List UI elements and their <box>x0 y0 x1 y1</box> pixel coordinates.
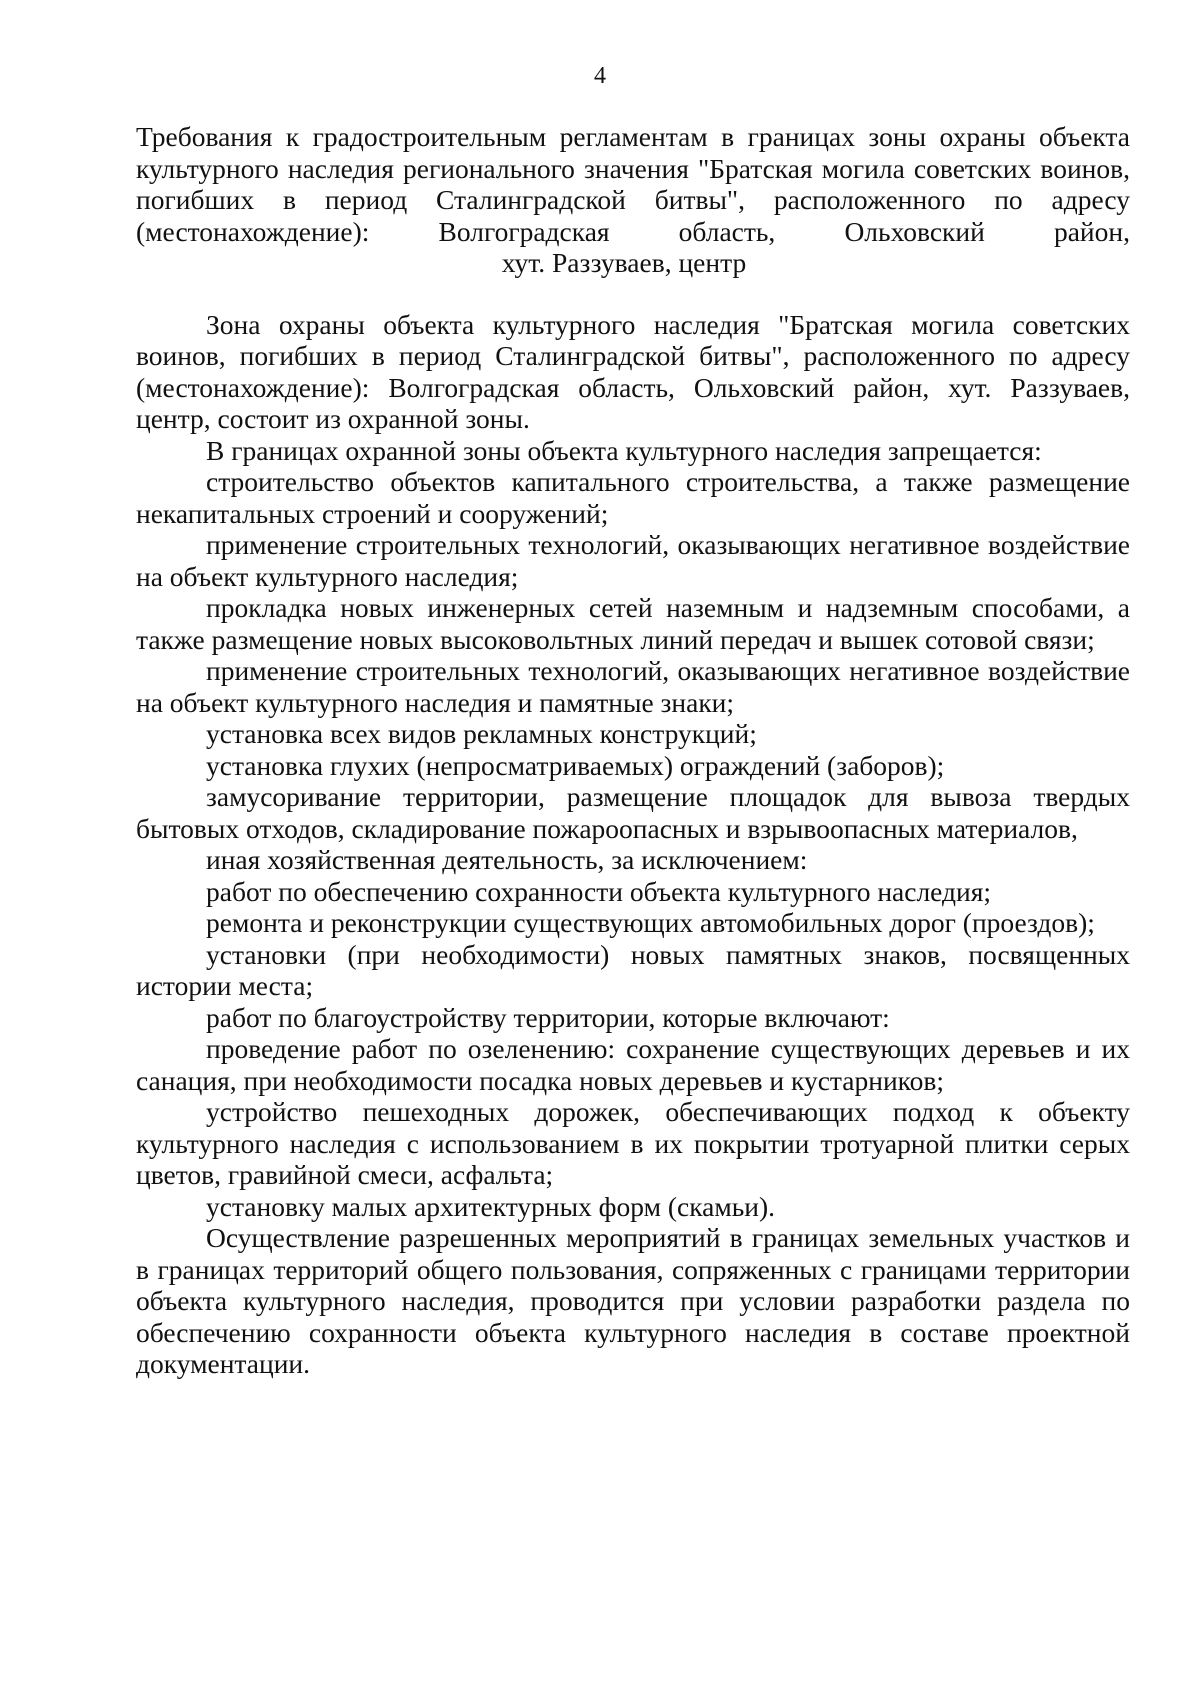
body-paragraph: применение строительных технологий, оказывающих негативное воздействие на объект культурного наследия и памятные знаки; <box>136 655 1130 718</box>
page-number: 4 <box>594 63 606 89</box>
document-body <box>136 309 1130 1380</box>
heading-line: (местонахождение): Волгоградская область, Ольховский район, <box>136 215 1130 247</box>
body-paragraph: прокладка новых инженерных сетей наземным и надземным способами, а также размещение новых высоковольтных линий передач и вышек сотовой связи; <box>136 592 1130 655</box>
body-paragraph: установку малых архитектурных форм (скамьи). <box>206 1190 776 1222</box>
document-content <box>136 121 1130 1380</box>
body-paragraph: В границах охранной зоны объекта культурного наследия запрещается: <box>206 434 1042 466</box>
body-paragraph: проведение работ по озеленению: сохранение существующих деревьев и их санация, при необходимости посадка новых деревьев и кустарников; <box>136 1033 1130 1096</box>
heading-line: погибших в период Сталинградской битвы", расположенного по адресу <box>136 184 1130 215</box>
heading-line: хут. Раззуваев, центр <box>501 247 747 278</box>
heading-line: Требования к градостроительным регламентам в границах зоны охраны объекта <box>136 121 1130 152</box>
document-heading <box>136 121 1130 279</box>
body-paragraph: установка всех видов рекламных конструкций; <box>206 718 757 749</box>
heading-line: культурного наследия регионального значения "Братская могила советских воинов, <box>136 152 1130 184</box>
body-paragraph: Зона охраны объекта культурного наследия "Братская могила советских воинов, погибших в период Сталинградской битвы", расположенного по адресу (местонахождение): Волгоградская область, Ольховский район, хут. Раззуваев, центр, состоит из охранной зоны. <box>136 308 1130 434</box>
body-paragraph: ремонта и реконструкции существующих автомобильных дорог (проездов); <box>206 907 1095 938</box>
body-paragraph: работ по обеспечению сохранности объекта культурного наследия; <box>206 875 992 907</box>
body-paragraph: иная хозяйственная деятельность, за исключением: <box>206 844 808 875</box>
body-paragraph: строительство объектов капитального строительства, а также размещение некапитальных строений и сооружений; <box>136 466 1130 529</box>
body-paragraph: установка глухих (непросматриваемых) ограждений (заборов); <box>206 749 945 781</box>
body-paragraph: Осуществление разрешенных мероприятий в границах земельных участков и в границах территорий общего пользования, сопряженных с границами территории объекта культурного наследия, проводится при условии разработки раздела по обеспечению сохранности объекта культурного наследия в составе проектной документации. <box>136 1222 1130 1379</box>
body-paragraph: замусоривание территории, размещение площадок для вывоза твердых бытовых отходов, складирование пожароопасных и взрывоопасных материалов, <box>136 781 1130 844</box>
body-paragraph: устройство пешеходных дорожек, обеспечивающих подход к объекту культурного наследия с использованием в их покрытии тротуарной плитки серых цветов, гравийной смеси, асфальта; <box>136 1096 1130 1190</box>
body-paragraph: установки (при необходимости) новых памятных знаков, посвященных истории места; <box>136 938 1130 1001</box>
body-paragraph: работ по благоустройству территории, которые включают: <box>206 1001 890 1033</box>
body-paragraph: применение строительных технологий, оказывающих негативное воздействие на объект культурного наследия; <box>136 529 1130 592</box>
